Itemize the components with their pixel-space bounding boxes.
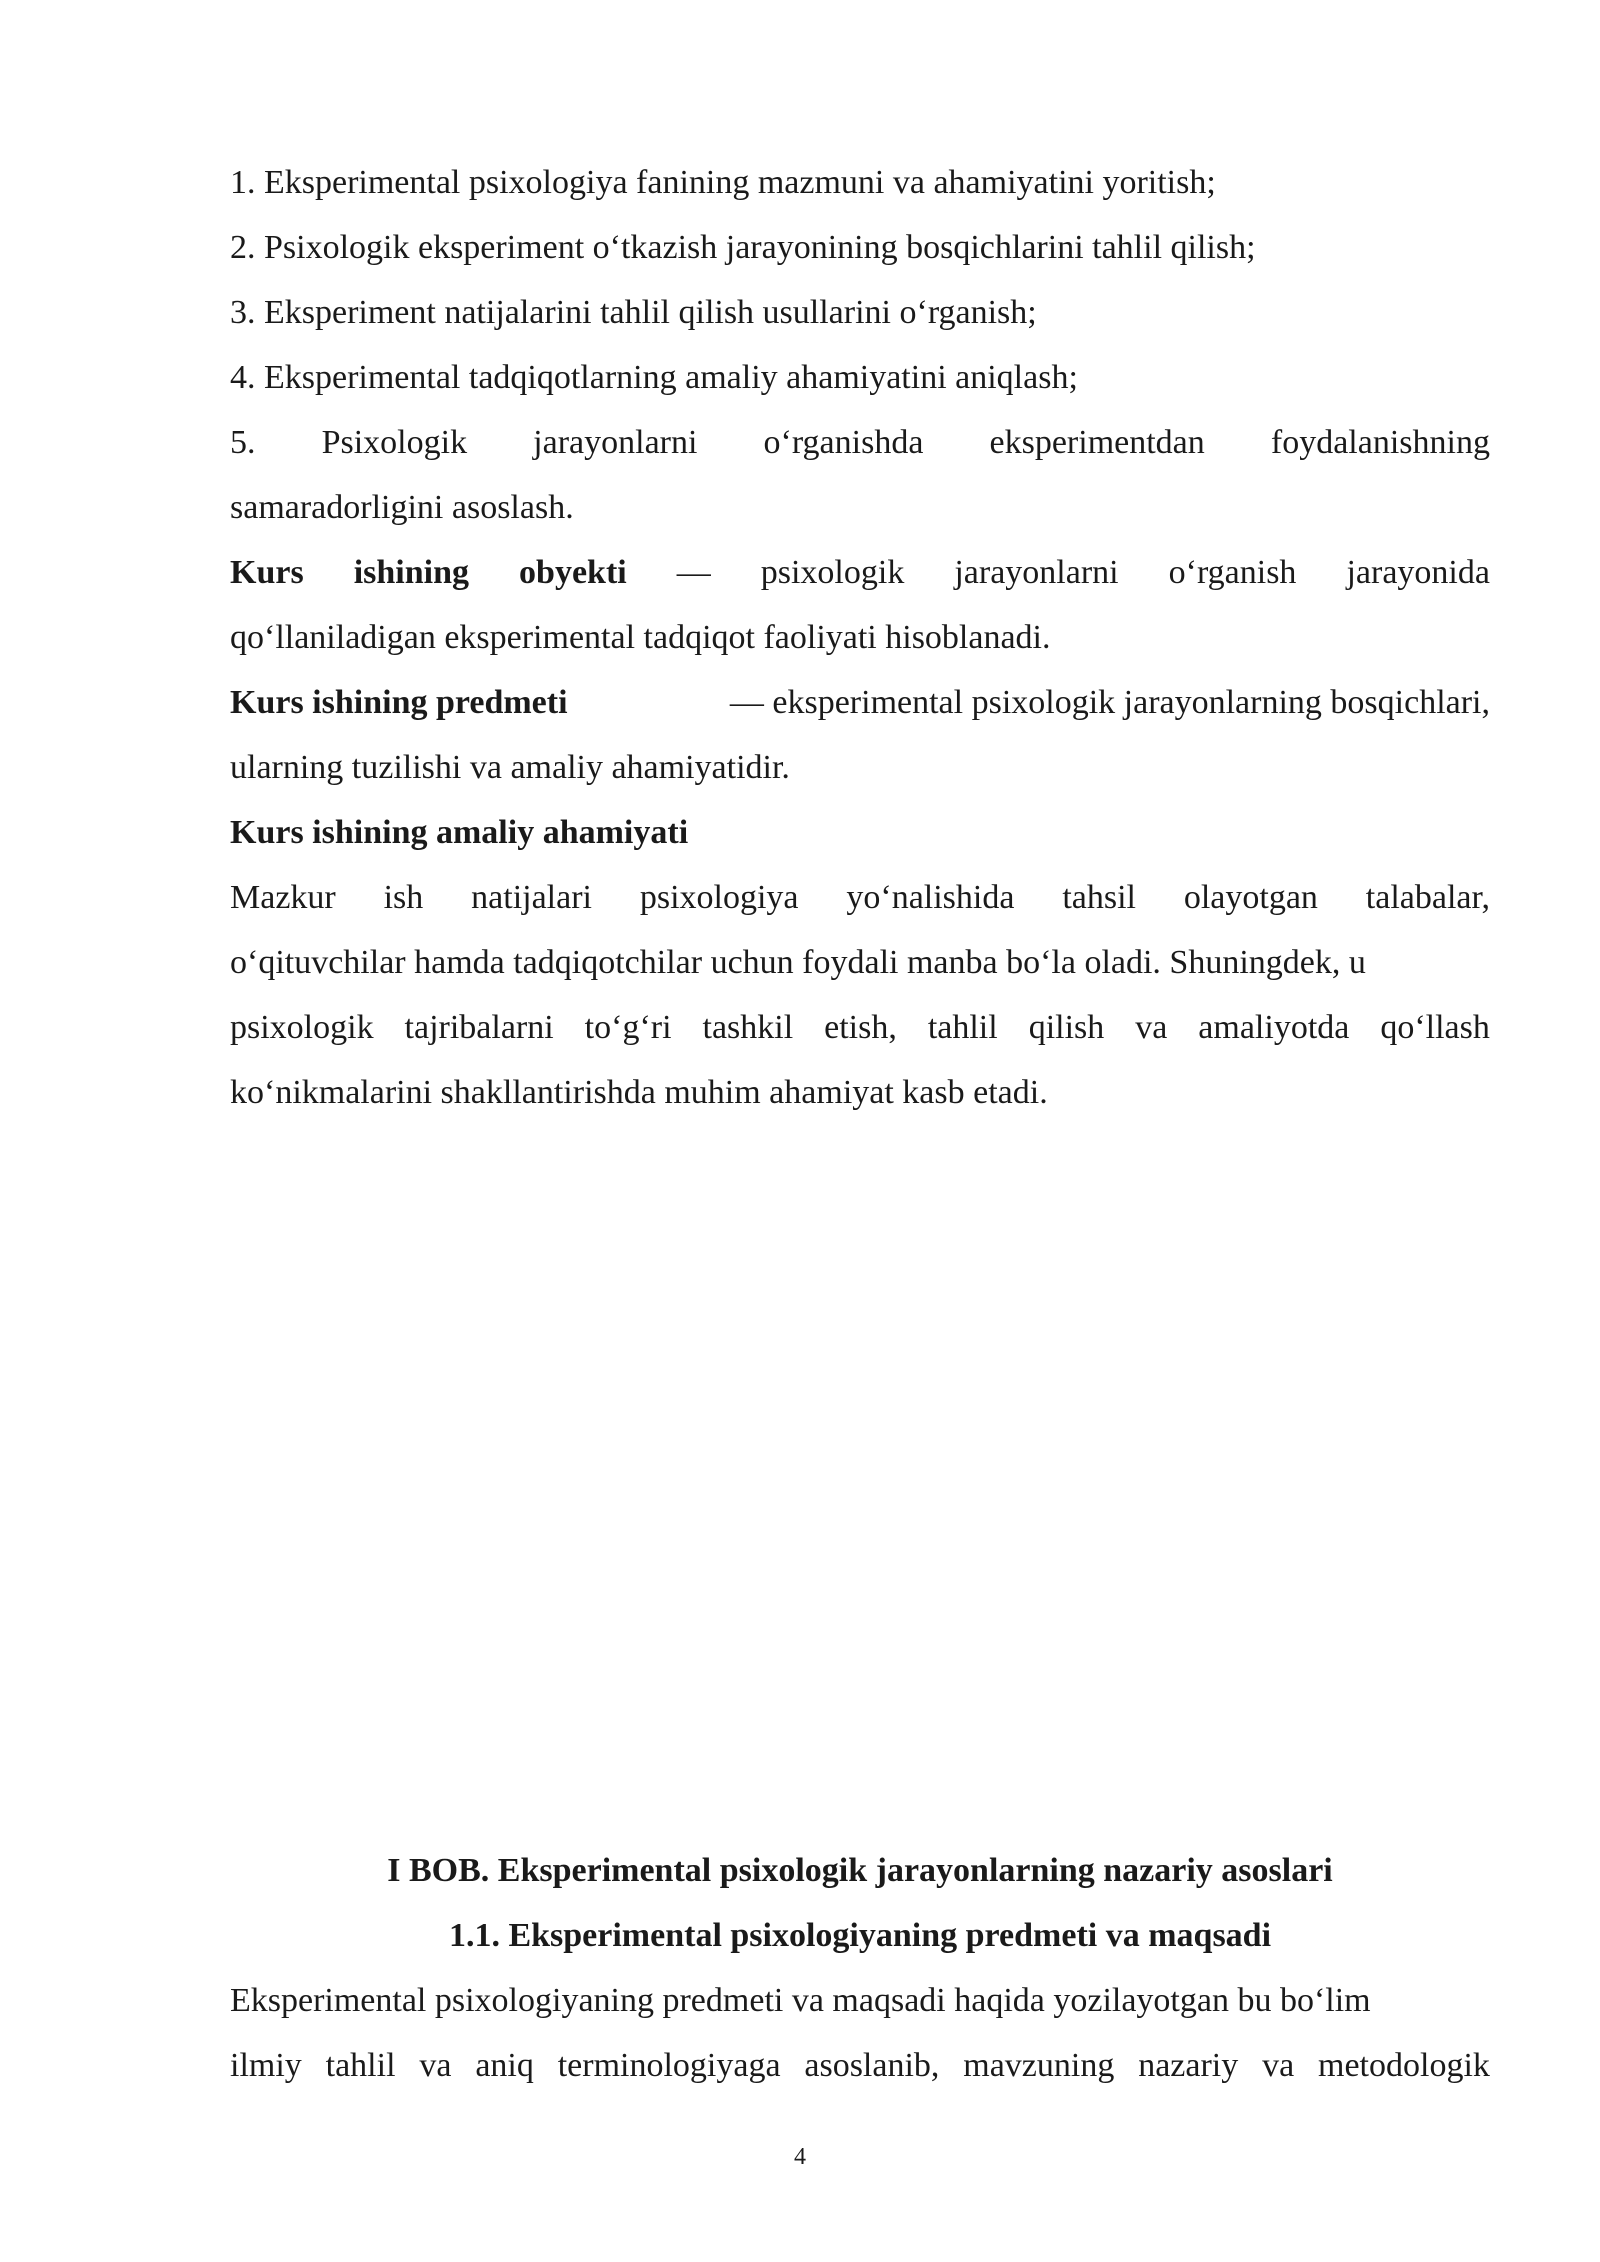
word: psixologik bbox=[230, 1009, 374, 1046]
intro-section bbox=[230, 150, 1490, 1125]
em-dash: — bbox=[676, 554, 711, 591]
object-paragraph-line2: qo‘llaniladigan eksperimental tadqiqot faoliyati hisoblanadi. bbox=[230, 619, 1051, 656]
word: ilmiy bbox=[230, 2047, 302, 2084]
word: asoslanib, bbox=[804, 2047, 940, 2084]
word: tahlil bbox=[927, 1009, 998, 1046]
task-item-4: 4. Eksperimental tadqiqotlarning amaliy ahamiyatini aniqlash; bbox=[230, 359, 1078, 396]
subject-label: Kurs ishining predmeti bbox=[230, 684, 568, 721]
object-label-word: Kurs bbox=[230, 554, 304, 591]
word: natijalari bbox=[471, 879, 592, 916]
word: terminologiyaga bbox=[557, 2047, 781, 2084]
word: foydalanishning bbox=[1270, 424, 1490, 461]
object-paragraph-line1 bbox=[230, 540, 1490, 605]
word: va bbox=[419, 2047, 452, 2084]
word: talabalar, bbox=[1365, 879, 1490, 916]
word: etish, bbox=[824, 1009, 897, 1046]
word: aniq bbox=[475, 2047, 534, 2084]
significance-line1 bbox=[230, 865, 1490, 930]
significance-line3 bbox=[230, 995, 1490, 1060]
chapter-section bbox=[230, 1838, 1490, 2098]
word: o‘rganishda bbox=[763, 424, 924, 461]
subject-paragraph-line1 bbox=[230, 670, 1490, 735]
chapter-paragraph-line2 bbox=[230, 2033, 1490, 2098]
word: eksperimentdan bbox=[989, 424, 1205, 461]
word: yo‘nalishida bbox=[846, 879, 1015, 916]
task-item-3: 3. Eksperiment natijalarini tahlil qilish usullarini o‘rganish; bbox=[230, 294, 1037, 331]
section-title: 1.1. Eksperimental psixologiyaning predmeti va maqsadi bbox=[448, 1917, 1272, 1954]
chapter-paragraph-line1: Eksperimental psixologiyaning predmeti va maqsadi haqida yozilayotgan bu bo‘lim bbox=[230, 1982, 1371, 2019]
word: jarayonida bbox=[1346, 554, 1490, 591]
word: olayotgan bbox=[1183, 879, 1318, 916]
word: psixologiya bbox=[639, 879, 799, 916]
word: 5. bbox=[230, 424, 256, 461]
word: qo‘llash bbox=[1380, 1009, 1490, 1046]
task-item-5 bbox=[230, 410, 1490, 475]
chapter-title: I BOB. Eksperimental psixologik jarayonlarning nazariy asoslari bbox=[387, 1852, 1333, 1889]
word: jarayonlarni bbox=[533, 424, 698, 461]
word: psixologik bbox=[760, 554, 905, 591]
word: va bbox=[1135, 1009, 1168, 1046]
word: Psixologik bbox=[321, 424, 468, 461]
word: o‘rganish bbox=[1168, 554, 1297, 591]
subject-text: — eksperimental psixologik jarayonlarning bosqichlari, bbox=[729, 684, 1490, 721]
object-label-word: ishining bbox=[353, 554, 470, 591]
task-item-5-continued: samaradorligini asoslash. bbox=[230, 489, 574, 526]
word: jarayonlarni bbox=[954, 554, 1119, 591]
word: qilish bbox=[1028, 1009, 1105, 1046]
word: va bbox=[1262, 2047, 1295, 2084]
word: nazariy bbox=[1138, 2047, 1239, 2084]
subject-paragraph-line2: ularning tuzilishi va amaliy ahamiyatidir. bbox=[230, 749, 790, 786]
word: metodologik bbox=[1318, 2047, 1490, 2084]
word: amaliyotda bbox=[1198, 1009, 1350, 1046]
significance-line2: o‘qituvchilar hamda tadqiqotchilar uchun foydali manba bo‘la oladi. Shuningdek, u bbox=[230, 944, 1366, 981]
word: tajribalarni bbox=[404, 1009, 554, 1046]
task-item-2: 2. Psixologik eksperiment o‘tkazish jarayonining bosqichlarini tahlil qilish; bbox=[230, 229, 1256, 266]
significance-line4: ko‘nikmalarini shakllantirishda muhim ahamiyat kasb etadi. bbox=[230, 1074, 1048, 1111]
word: tahsil bbox=[1062, 879, 1136, 916]
word: tahlil bbox=[325, 2047, 396, 2084]
task-item-1: 1. Eksperimental psixologiya fanining mazmuni va ahamiyatini yoritish; bbox=[230, 164, 1216, 201]
significance-heading: Kurs ishining amaliy ahamiyati bbox=[230, 814, 689, 851]
object-label-word: obyekti bbox=[519, 554, 627, 591]
word: to‘g‘ri bbox=[584, 1009, 672, 1046]
word: tashkil bbox=[702, 1009, 794, 1046]
word: mavzuning bbox=[963, 2047, 1115, 2084]
word: ish bbox=[383, 879, 424, 916]
word: Mazkur bbox=[230, 879, 336, 916]
page-number: 4 bbox=[794, 2144, 806, 2170]
